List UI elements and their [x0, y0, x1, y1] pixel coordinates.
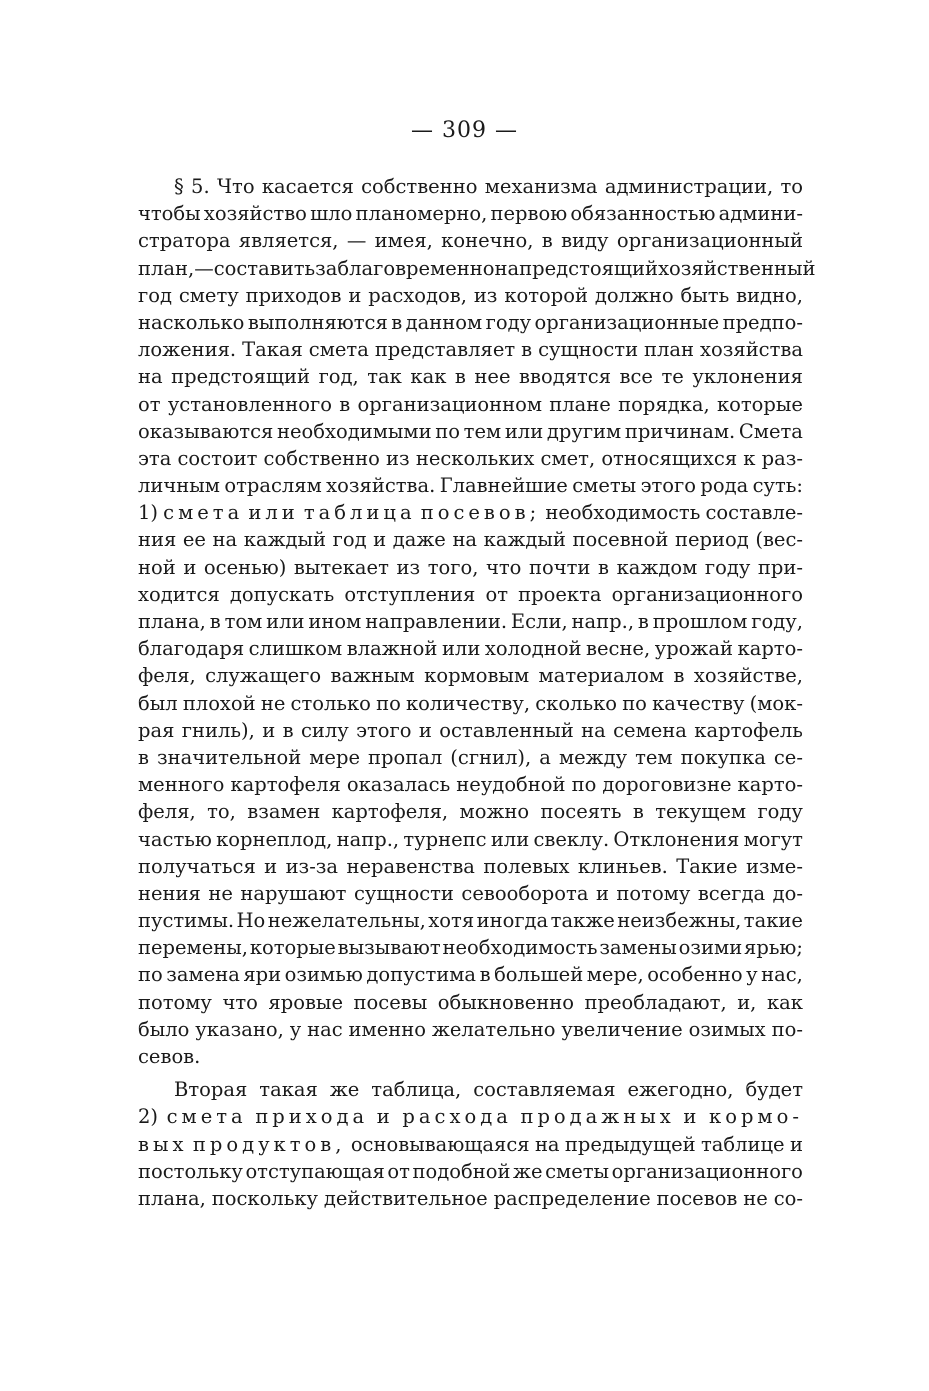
text-line: на предстоящий год, так как в нее вводятся все те уклонения — [138, 365, 803, 389]
text-line: чтобы хозяйство шло планомерно, первою обязанностью админи- — [138, 202, 803, 226]
text-line: пустимы. Но нежелательны, хотя иногда также неизбежны, такие — [138, 909, 803, 933]
text-line: плана, поскольку действительное распределение посевов не со- — [138, 1186, 803, 1210]
paragraph-1 — [138, 173, 816, 1070]
text-line: по замена яри озимью допустима в большей мере, особенно у нас, — [138, 963, 803, 987]
text-line: потому что яровые посевы обыкновенно преобладают, и, как — [138, 990, 803, 1014]
text-line: было указано, у нас именно желательно увеличение озимых по- — [138, 1017, 803, 1041]
text-line: получаться и из-за неравенства полевых клиньев. Такие изме- — [138, 854, 803, 878]
text-line: нения не нарушают сущности севооборота и потому всегда до- — [138, 881, 803, 905]
text-line: ходится допускать отступления от проекта организационного — [138, 582, 803, 606]
paragraph-2 — [138, 1076, 803, 1212]
text-line: год смету приходов и расходов, из которой должно быть видно, — [138, 283, 803, 307]
text-line: феля, то, взамен картофеля, можно посеять в текущем году — [138, 800, 803, 824]
text-line: менного картофеля оказалась неудобной по дороговизне карто- — [138, 773, 803, 797]
text-line: Вторая такая же таблица, составляемая ежегодно, будет — [174, 1078, 803, 1102]
text-line: § 5. Что касается собственно механизма администрации, то — [174, 175, 803, 198]
text-line: план, — составить заблаговременно на предстоящий хозяйственный — [138, 256, 816, 280]
text-line: вых продуктов, основывающаяся на предыдущей таблице и — [138, 1132, 803, 1156]
text-line: ния ее на каждый год и даже на каждый посевной период (вес- — [138, 528, 803, 552]
body-text — [138, 173, 816, 1212]
text-line: 1) смета или таблица посевов; необходимость составле- — [138, 501, 803, 525]
text-line: насколько выполняются в данном году организационные предпо- — [138, 310, 803, 334]
text-line: от установленного в организационном плане порядка, которые — [138, 392, 803, 416]
text-line: ной и осенью) вытекает из того, что почти в каждом году при- — [138, 555, 803, 579]
text-line: был плохой не столько по количеству, сколько по качеству (мок- — [138, 691, 803, 715]
text-line: перемены, которые вызывают необходимость замены озими ярью; — [138, 936, 803, 960]
text-line: рая гниль), и в силу этого и оставленный на семена картофель — [138, 718, 803, 742]
text-line: 2) смета прихода и расхода продажных и кормо- — [138, 1105, 803, 1129]
page-number: — 309 — — [411, 118, 518, 143]
text-line: постольку отступающая от подобной же сметы организационного — [138, 1159, 803, 1183]
text-line: личным отраслям хозяйства. Главнейшие сметы этого рода суть: — [138, 474, 803, 498]
text-line: феля, служащего важным кормовым материалом в хозяйстве, — [138, 664, 803, 688]
text-line: частью корнеплод, напр., турнепс или свеклу. Отклонения могут — [138, 827, 803, 851]
text-line: севов. — [138, 1045, 201, 1068]
text-line: в значительной мере пропал (сгнил), а между тем покупка се- — [138, 745, 803, 769]
text-line: ложения. Такая смета представляет в сущности план хозяйства — [138, 338, 803, 362]
text-line: благодаря слишком влажной или холодной весне, урожай карто- — [138, 637, 803, 661]
text-line: плана, в том или ином направлении. Если, напр., в прошлом году, — [138, 610, 803, 633]
text-line: эта состоит собственно из нескольких смет, относящихся к раз- — [138, 446, 803, 470]
text-line: оказываются необходимыми по тем или другим причинам. Смета — [138, 419, 803, 443]
text-line: стратора является, — имея, конечно, в виду организационный — [138, 229, 803, 253]
